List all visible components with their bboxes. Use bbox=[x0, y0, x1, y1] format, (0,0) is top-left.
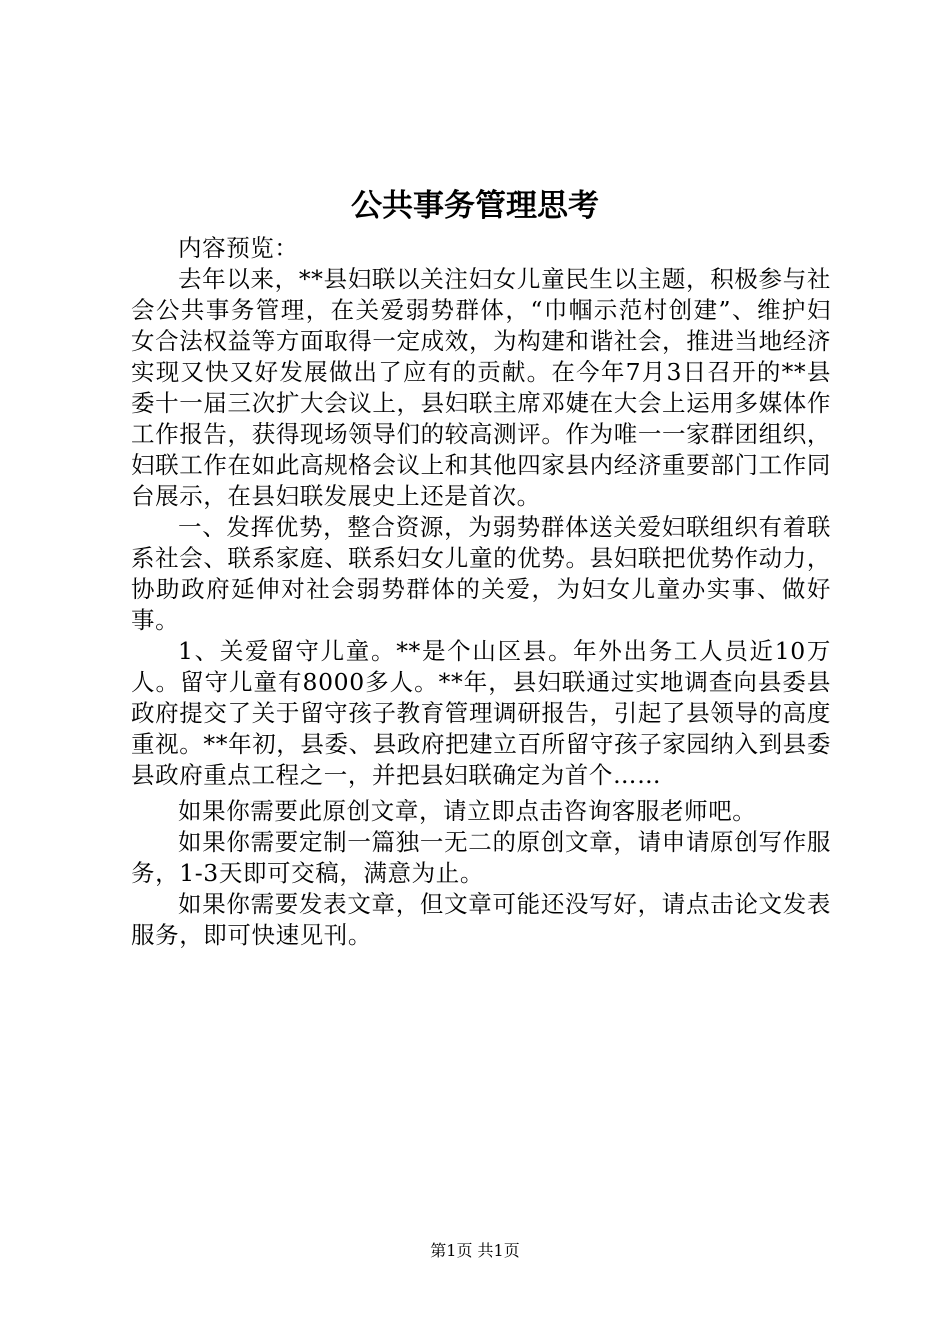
paragraph-intro: 去年以来，**县妇联以关注妇女儿童民生以主题，积极参与社会公共事务管理，在关爱弱势群体，“巾帼示范村创建”、维护妇女合法权益等方面取得一定成效，为构建和谐社会，推进当地经济实现又快又好发展做出了应有的贡献。在今年7月3日召开的**县委十一届三次扩大会议上，县妇联主席邓婕在大会上运用多媒体作工作报告，获得现场领导们的较高测评。作为唯一一家群团组织，妇联工作在如此高规格会议上和其他四家县内经济重要部门工作同台展示，在县妇联发展史上还是首次。 bbox=[131, 265, 831, 510]
paragraph-section-one: 一、发挥优势，整合资源，为弱势群体送关爱妇联组织有着联系社会、联系家庭、联系妇女儿童的优势。县妇联把优势作动力，协助政府延伸对社会弱势群体的关爱，为妇女儿童办实事、做好事。 bbox=[131, 513, 831, 634]
document-body bbox=[131, 233, 831, 951]
note-consult: 如果你需要此原创文章，请立即点击咨询客服老师吧。 bbox=[178, 797, 757, 825]
note-custom-writing: 如果你需要定制一篇独一无二的原创文章，请申请原创写作服务，1-3天即可交稿，满意为止。 bbox=[131, 828, 831, 887]
page-footer: 第1页 共1页 bbox=[430, 1241, 520, 1260]
document-title: 公共事务管理思考 bbox=[351, 188, 599, 224]
paragraph-left-behind-children: 1、关爱留守儿童。**是个山区县。年外出务工人员近10万人。留守儿童有8000多人。**年，县妇联通过实地调查向县委县政府提交了关于留守孩子教育管理调研报告，引起了县领导的高度重视。**年初，县委、县政府把建立百所留守孩子家园纳入到县委县政府重点工程之一，并把县妇联确定为首个…… bbox=[131, 637, 831, 789]
note-publish: 如果你需要发表文章，但文章可能还没写好，请点击论文发表服务，即可快速见刊。 bbox=[131, 890, 831, 949]
preview-label: 内容预览： bbox=[178, 234, 299, 262]
